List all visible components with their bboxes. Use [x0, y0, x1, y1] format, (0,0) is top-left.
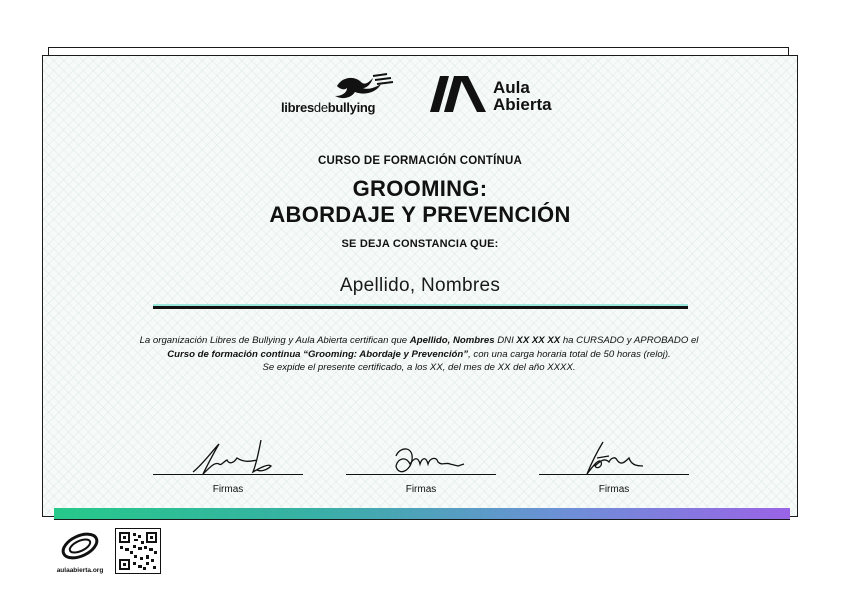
certificate-body [130, 334, 708, 375]
aula-text: Aula [493, 78, 530, 97]
signature-2-icon [346, 436, 496, 478]
footer-site-text: aulaabierta.org [56, 567, 104, 574]
aulaabierta-ring-icon [55, 528, 105, 564]
signature-label-2: Firmas [405, 484, 437, 495]
signature-label-3: Firmas [598, 484, 630, 495]
libres-text: libres [281, 100, 314, 115]
signature-3-icon [539, 436, 689, 478]
body-issue-date: Se expide el presente certificado, a los XX, del mes de XX del año XXXX. [262, 362, 576, 374]
body-text-2: DNI [494, 335, 517, 346]
course-title-line-1: GROOMING: [352, 176, 488, 201]
footer-aulaabierta-logo [55, 528, 105, 574]
recipient-underline [153, 306, 688, 309]
signature-line-2 [346, 474, 496, 475]
signature-line-1 [153, 474, 303, 475]
libres-de-bullying-wordmark [281, 100, 375, 115]
recipient-name: Apellido, Nombres [339, 275, 501, 296]
body-text-3: ha CURSADO y APROBADO el [560, 335, 699, 346]
signature-block-2 [346, 436, 496, 498]
signature-block-3 [539, 436, 689, 498]
gradient-accent-bar [54, 508, 790, 520]
abierta-text: Abierta [493, 95, 552, 114]
aula-abierta-logo-icon [430, 74, 486, 112]
body-text-4: , con una carga horaria total de 50 horas (reloj). [468, 348, 671, 360]
course-title-line-2: ABORDAJE Y PREVENCIÓN [269, 202, 571, 227]
body-dni: XX XX XX [516, 335, 561, 346]
qr-code-icon [115, 528, 161, 574]
bullying-text: bullying [327, 100, 376, 115]
signature-1-icon [153, 436, 303, 478]
body-course-reference: Curso de formación continua “Grooming: Abordaje y Prevención” [167, 348, 469, 360]
signature-line-3 [539, 474, 689, 475]
course-kicker: CURSO DE FORMACIÓN CONTÍNUA [317, 155, 523, 167]
signature-block-1 [153, 436, 303, 498]
aula-abierta-wordmark [493, 79, 552, 113]
signature-label-1: Firmas [212, 484, 244, 495]
de-text: de [313, 100, 328, 115]
body-recipient-name: Apellido, Nombres [409, 335, 495, 346]
course-title [42, 176, 798, 228]
recognition-heading: SE DEJA CONSTANCIA QUE: [341, 238, 499, 250]
body-text-1: La organización Libres de Bullying y Aula Abierta certifican que [139, 335, 410, 346]
